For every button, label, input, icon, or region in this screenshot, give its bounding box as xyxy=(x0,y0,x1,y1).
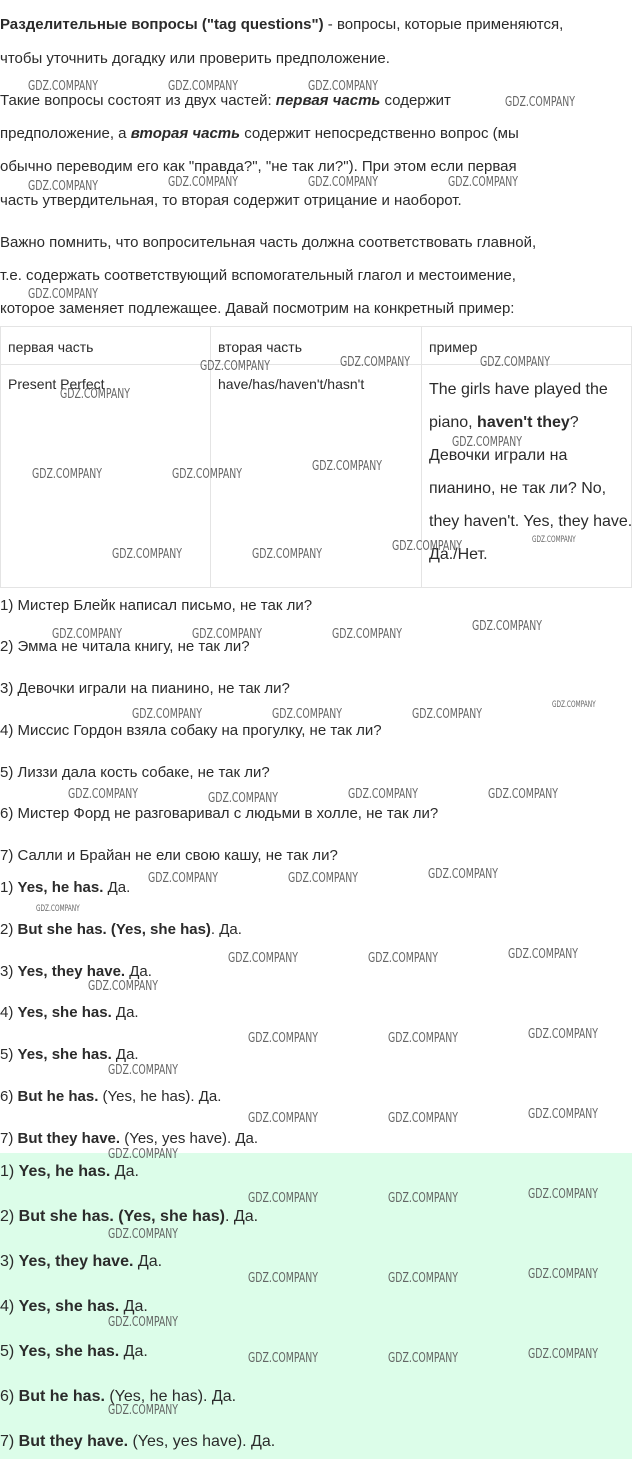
watermark: GDZ.COMPANY xyxy=(308,79,378,94)
answer-item-highlight: 2) But she has. (Yes, she has). Да. xyxy=(0,1208,259,1225)
answer-item: 5) Yes, she has. Да. xyxy=(0,1046,139,1063)
question-item: 6) Мистер Форд не разговаривал с людьми в холле, не так ли? xyxy=(0,805,439,822)
watermark: GDZ.COMPANY xyxy=(108,1227,178,1242)
watermark: GDZ.COMPANY xyxy=(132,707,202,722)
intro-line-8: т.е. содержать соответствующий вспомогательный глагол и местоимение, xyxy=(0,267,516,284)
intro-line-5: обычно переводим его как "правда?", "не так ли?"). При этом если первая xyxy=(0,158,517,175)
watermark: GDZ.COMPANY xyxy=(36,904,80,914)
question-item: 4) Миссис Гордон взяла собаку на прогулку, не так ли? xyxy=(0,722,382,739)
watermark: GDZ.COMPANY xyxy=(528,1187,598,1202)
intro-term: Разделительные вопросы ("tag questions") xyxy=(0,16,324,33)
intro-line-4 xyxy=(0,125,519,143)
watermark: GDZ.COMPANY xyxy=(28,79,98,94)
answer-item: 1) Yes, he has. Да. xyxy=(0,879,131,896)
example-sentence: The girls have played the piano, xyxy=(429,381,608,431)
watermark: GDZ.COMPANY xyxy=(252,547,322,562)
answer-item: 7) But they have. (Yes, yes have). Да. xyxy=(0,1130,259,1147)
watermark: GDZ.COMPANY xyxy=(288,871,358,886)
watermark: GDZ.COMPANY xyxy=(108,1063,178,1078)
watermark: GDZ.COMPANY xyxy=(388,1111,458,1126)
intro-line-3 xyxy=(0,92,451,110)
watermark: GDZ.COMPANY xyxy=(412,707,482,722)
intro-line-9: которое заменяет подлежащее. Давай посмотрим на конкретный пример: xyxy=(0,300,515,317)
answer-item: 6) But he has. (Yes, he has). Да. xyxy=(0,1088,222,1105)
watermark: GDZ.COMPANY xyxy=(388,1031,458,1046)
watermark: GDZ.COMPANY xyxy=(528,1107,598,1122)
intro-text: предположение, а xyxy=(0,125,131,142)
watermark: GDZ.COMPANY xyxy=(448,175,518,190)
answer-item: 3) Yes, they have. Да. xyxy=(0,963,152,980)
watermark: GDZ.COMPANY xyxy=(228,951,298,966)
watermark: GDZ.COMPANY xyxy=(32,467,102,482)
intro-text: Такие вопросы состоят из двух частей: xyxy=(0,92,276,109)
table-cell-tense: Present Perfect xyxy=(8,376,105,392)
example-translation: ? Девочки играли на пианино, не так ли? No, they haven't. Yes, they have. Да./Нет. xyxy=(429,414,632,563)
intro-text: содержит xyxy=(380,92,451,109)
watermark: GDZ.COMPANY xyxy=(168,175,238,190)
watermark: GDZ.COMPANY xyxy=(248,1111,318,1126)
watermark: GDZ.COMPANY xyxy=(368,951,438,966)
watermark: GDZ.COMPANY xyxy=(388,1191,458,1206)
watermark: GDZ.COMPANY xyxy=(60,387,130,402)
watermark: GDZ.COMPANY xyxy=(28,179,98,194)
watermark: GDZ.COMPANY xyxy=(192,627,262,642)
watermark: GDZ.COMPANY xyxy=(272,707,342,722)
answer-item-highlight: 6) But he has. (Yes, he has). Да. xyxy=(0,1388,237,1405)
watermark: GDZ.COMPANY xyxy=(172,467,242,482)
watermark: GDZ.COMPANY xyxy=(52,627,122,642)
intro-line-7: Важно помнить, что вопросительная часть должна соответствовать главной, xyxy=(0,234,537,251)
watermark: GDZ.COMPANY xyxy=(392,539,462,554)
table-header-first-part: первая часть xyxy=(8,339,94,355)
watermark: GDZ.COMPANY xyxy=(112,547,182,562)
question-item: 2) Эмма не читала книгу, не так ли? xyxy=(0,638,250,655)
first-part-term: первая часть xyxy=(275,92,381,109)
watermark: GDZ.COMPANY xyxy=(508,947,578,962)
answer-item: 4) Yes, she has. Да. xyxy=(0,1004,139,1021)
watermark: GDZ.COMPANY xyxy=(428,867,498,882)
answer-item-highlight: 7) But they have. (Yes, yes have). Да. xyxy=(0,1433,276,1450)
watermark: GDZ.COMPANY xyxy=(488,787,558,802)
watermark: GDZ.COMPANY xyxy=(505,95,575,110)
watermark: GDZ.COMPANY xyxy=(532,535,576,545)
watermark: GDZ.COMPANY xyxy=(200,359,270,374)
question-item: 5) Лиззи дала кость собаке, не так ли? xyxy=(0,764,270,781)
answer-item-highlight: 3) Yes, they have. Да. xyxy=(0,1253,163,1270)
watermark: GDZ.COMPANY xyxy=(148,871,218,886)
watermark: GDZ.COMPANY xyxy=(348,787,418,802)
watermark: GDZ.COMPANY xyxy=(528,1027,598,1042)
answer-item: 2) But she has. (Yes, she has). Да. xyxy=(0,921,242,938)
table-cell-tag-forms: have/has/haven't/hasn't xyxy=(218,376,365,392)
watermark: GDZ.COMPANY xyxy=(68,787,138,802)
watermark: GDZ.COMPANY xyxy=(332,627,402,642)
answer-item-highlight: 4) Yes, she has. Да. xyxy=(0,1298,148,1315)
watermark: GDZ.COMPANY xyxy=(108,1403,178,1418)
watermark: GDZ.COMPANY xyxy=(28,287,98,302)
question-item: 3) Девочки играли на пианино, не так ли? xyxy=(0,680,290,697)
intro-line-1 xyxy=(0,16,563,34)
watermark: GDZ.COMPANY xyxy=(312,459,382,474)
answer-item-highlight: 1) Yes, he has. Да. xyxy=(0,1163,139,1180)
answer-item-highlight: 5) Yes, she has. Да. xyxy=(0,1343,148,1360)
watermark: GDZ.COMPANY xyxy=(472,619,542,634)
watermark: GDZ.COMPANY xyxy=(248,1191,318,1206)
watermark: GDZ.COMPANY xyxy=(248,1271,318,1286)
watermark: GDZ.COMPANY xyxy=(168,79,238,94)
watermark: GDZ.COMPANY xyxy=(108,1147,178,1162)
watermark: GDZ.COMPANY xyxy=(552,700,596,710)
intro-line-6: часть утвердительная, то вторая содержит отрицание и наоборот. xyxy=(0,192,462,209)
watermark: GDZ.COMPANY xyxy=(208,791,278,806)
watermark: GDZ.COMPANY xyxy=(388,1271,458,1286)
watermark: GDZ.COMPANY xyxy=(248,1351,318,1366)
watermark: GDZ.COMPANY xyxy=(480,355,550,370)
watermark: GDZ.COMPANY xyxy=(88,979,158,994)
table-header-example: пример xyxy=(429,339,478,355)
example-tag: haven't they xyxy=(477,414,570,431)
intro-line-2: чтобы уточнить догадку или проверить предположение. xyxy=(0,50,390,67)
second-part-term: вторая часть xyxy=(130,125,241,142)
watermark: GDZ.COMPANY xyxy=(248,1031,318,1046)
intro-text: содержит непосредственно вопрос (мы xyxy=(240,125,519,142)
watermark: GDZ.COMPANY xyxy=(388,1351,458,1366)
watermark: GDZ.COMPANY xyxy=(528,1267,598,1282)
intro-text: - вопросы, которые применяются, xyxy=(323,16,564,33)
table-header-second-part: вторая часть xyxy=(218,339,302,355)
question-item: 1) Мистер Блейк написал письмо, не так ли? xyxy=(0,597,313,614)
watermark: GDZ.COMPANY xyxy=(108,1315,178,1330)
watermark: GDZ.COMPANY xyxy=(452,435,522,450)
watermark: GDZ.COMPANY xyxy=(340,355,410,370)
watermark: GDZ.COMPANY xyxy=(308,175,378,190)
question-item: 7) Салли и Брайан не ели свою кашу, не так ли? xyxy=(0,847,338,864)
watermark: GDZ.COMPANY xyxy=(528,1347,598,1362)
